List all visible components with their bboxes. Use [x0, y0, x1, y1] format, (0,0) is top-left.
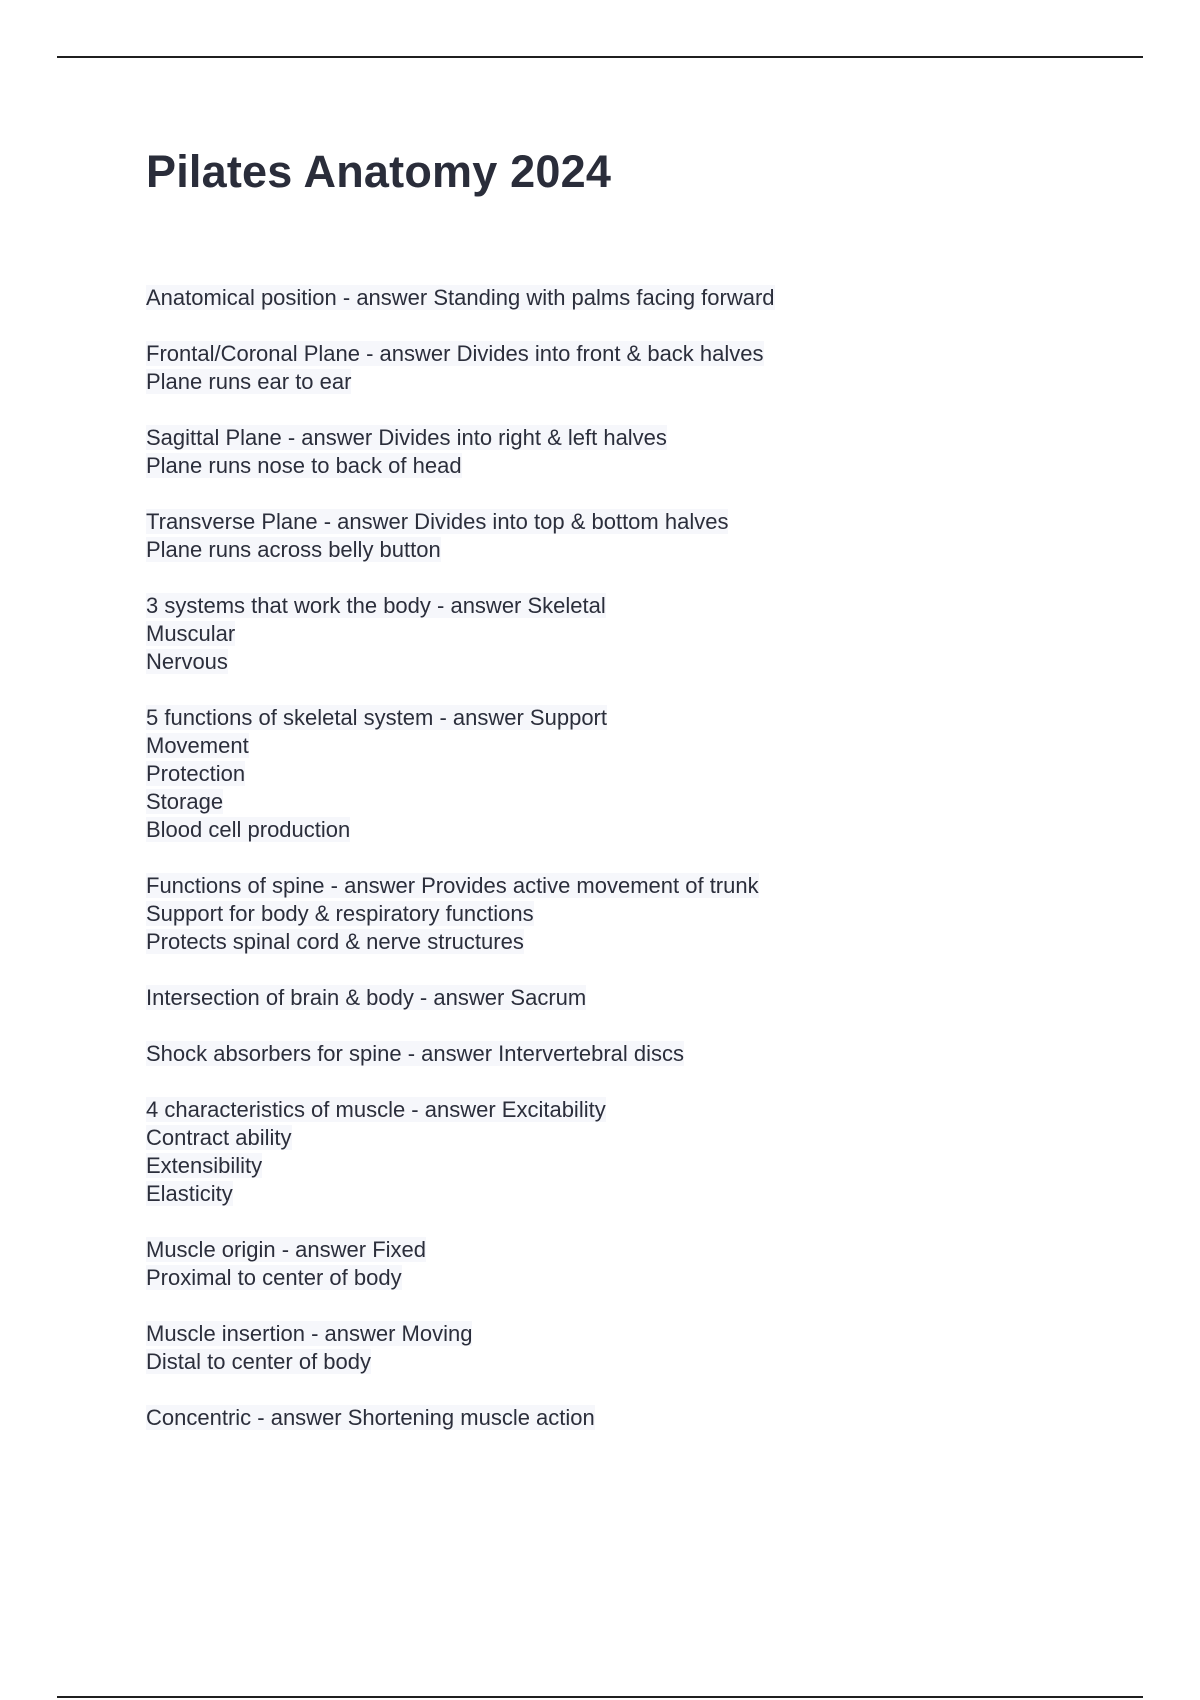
- qa-line: 4 characteristics of muscle - answer Excitability: [146, 1097, 606, 1122]
- qa-line: Blood cell production: [146, 817, 351, 842]
- qa-line: Sagittal Plane - answer Divides into right & left halves: [146, 425, 667, 450]
- qa-line: Distal to center of body: [146, 1349, 372, 1374]
- qa-item: [146, 424, 1046, 480]
- qa-line: Plane runs ear to ear: [146, 369, 352, 394]
- top-rule: [57, 56, 1143, 58]
- qa-item: [146, 508, 1046, 564]
- qa-line: Extensibility: [146, 1153, 263, 1178]
- qa-line: Contract ability: [146, 1125, 292, 1150]
- qa-item: [146, 984, 1046, 1012]
- qa-line: Transverse Plane - answer Divides into top & bottom halves: [146, 509, 729, 534]
- qa-line: Protection: [146, 761, 246, 786]
- qa-line: Muscle insertion - answer Moving: [146, 1321, 473, 1346]
- qa-line: Plane runs across belly button: [146, 537, 441, 562]
- qa-item: [146, 1040, 1046, 1068]
- qa-line: Nervous: [146, 649, 228, 674]
- qa-item: [146, 1404, 1046, 1432]
- qa-line: 3 systems that work the body - answer Skeletal: [146, 593, 606, 618]
- qa-item: [146, 1236, 1046, 1292]
- qa-line: 5 functions of skeletal system - answer Support: [146, 705, 607, 730]
- qa-line: Functions of spine - answer Provides active movement of trunk: [146, 873, 759, 898]
- bottom-rule: [57, 1696, 1143, 1698]
- qa-line: Storage: [146, 789, 224, 814]
- qa-line: Frontal/Coronal Plane - answer Divides into front & back halves: [146, 341, 764, 366]
- qa-line: Shock absorbers for spine - answer Intervertebral discs: [146, 1041, 685, 1066]
- qa-line: Intersection of brain & body - answer Sacrum: [146, 985, 587, 1010]
- qa-line: Plane runs nose to back of head: [146, 453, 462, 478]
- qa-item: [146, 704, 1046, 844]
- qa-line: Elasticity: [146, 1181, 233, 1206]
- qa-item: [146, 1096, 1046, 1208]
- qa-line: Protects spinal cord & nerve structures: [146, 929, 524, 954]
- qa-line: Concentric - answer Shortening muscle action: [146, 1405, 595, 1430]
- qa-line: Proximal to center of body: [146, 1265, 402, 1290]
- qa-line: Muscular: [146, 621, 236, 646]
- qa-item: [146, 872, 1046, 956]
- qa-item: [146, 592, 1046, 676]
- qa-list: [146, 284, 1046, 1460]
- qa-line: Support for body & respiratory functions: [146, 901, 534, 926]
- qa-line: Movement: [146, 733, 249, 758]
- qa-line: Anatomical position - answer Standing with palms facing forward: [146, 285, 775, 310]
- qa-item: [146, 1320, 1046, 1376]
- document-title: Pilates Anatomy 2024: [146, 146, 612, 197]
- qa-item: [146, 340, 1046, 396]
- qa-item: [146, 284, 1046, 312]
- qa-line: Muscle origin - answer Fixed: [146, 1237, 426, 1262]
